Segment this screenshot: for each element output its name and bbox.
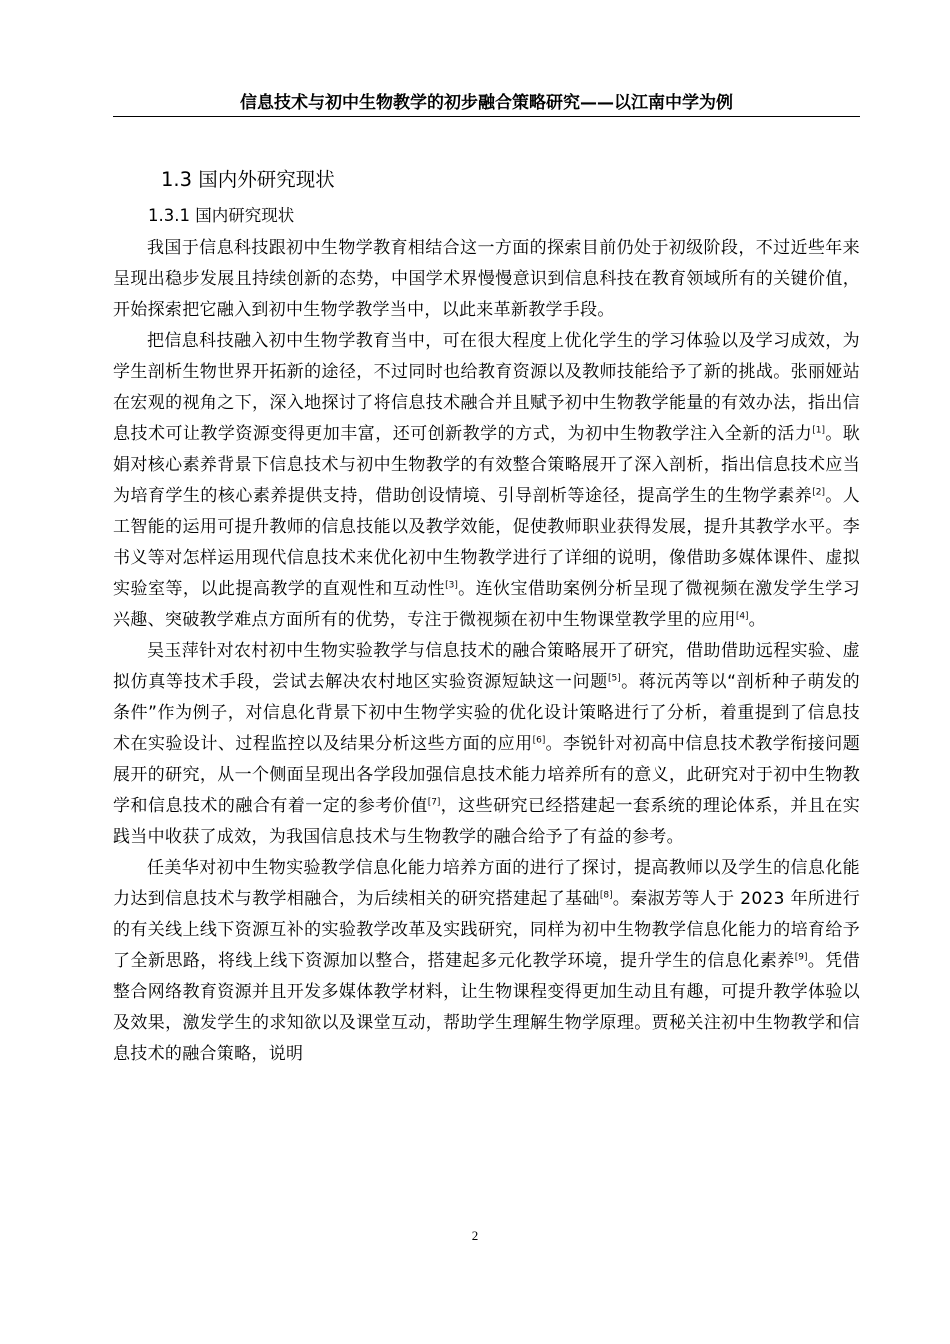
citation-ref: [3]: [445, 580, 458, 591]
section-heading: [161, 167, 335, 193]
citation-ref: [2]: [812, 487, 826, 498]
citation-ref: [8]: [599, 890, 613, 901]
paragraph-text: 。李锐针对初高中信息技术教学衔接问题展开的研究，从一个侧面呈现出各学段加强信息技术能力培养所有的意义，此研究对于初中生物教学和信息技术的融合有着一定的参考价值: [113, 734, 861, 816]
body-paragraph: [113, 636, 860, 853]
body-paragraph: [113, 326, 860, 636]
subsection-title: 国内研究现状: [195, 206, 295, 225]
paragraph-text: 。凭借整合网络教育资源并且开发多媒体教学材料，让生物课程变得更加生动且有趣，可提升教学体验以及效果，激发学生的求知欲以及课堂互动，帮助学生理解生物学原理。贾秘关注初中生物教学和信息技术的融合策略，说明: [113, 951, 860, 1064]
paragraph-text: ，这些研究已经搭建起一套系统的理论体系，并且在实践当中收获了成效，为我国信息技术与生物教学的融合给予了有益的参考。: [113, 796, 861, 847]
citation-ref: [1]: [812, 425, 826, 436]
body-text: [113, 233, 860, 1070]
paragraph-text: 。蒋沅芮等以“剖析种子萌发的条件”作为例子，对信息化背景下初中生物学实验的优化设计策略进行了分析，着重提到了信息技术在实验设计、过程监控以及结果分析这些方面的应用: [113, 672, 860, 754]
header-divider: [113, 116, 860, 117]
paragraph-text: 把信息科技融入初中生物学教育当中，可在很大程度上优化学生的学习体验以及学习成效，为学生剖析生物世界开拓新的途径，不过同时也给教育资源以及教师技能给予了新的挑战。张丽娅站在宏观的视角之下，深入地探讨了将信息技术融合并且赋予初中生物教学能量的有效办法，指出信息技术可让教学资源变得更加丰富，还可创新教学的方式，为初中生物教学注入全新的活力: [113, 331, 860, 444]
paragraph-text: 任美华对初中生物实验教学信息化能力培养方面的进行了探讨，提高教师以及学生的信息化能力达到信息技术与教学相融合，为后续相关的研究搭建起了基础: [113, 858, 860, 909]
citation-ref: [4]: [735, 611, 749, 622]
paragraph-text: 吴玉萍针对农村初中生物实验教学与信息技术的融合策略展开了研究，借助借助远程实验、虚拟仿真等技术手段，尝试去解决农村地区实验资源短缺这一问题: [113, 641, 860, 692]
paragraph-text: 。连伙宝借助案例分析呈现了微视频在激发学生学习兴趣、突破教学难点方面所有的优势，专注于微视频在初中生物课堂教学里的应用: [113, 579, 860, 630]
paragraph-text: 。秦淑芳等人于 2023 年所进行的有关线上线下资源互补的实验教学改革及实践研究，同样为初中生物教学信息化能力的培育给予了全新思路，将线上线下资源加以整合，搭建起多元化教学环境，提升学生的信息化素养: [113, 889, 860, 971]
subsection-heading: [148, 205, 294, 227]
paragraph-text: 我国于信息科技跟初中生物学教育相结合这一方面的探索目前仍处于初级阶段，不过近些年来呈现出稳步发展且持续创新的态势，中国学术界慢慢意识到信息科技在教育领域所有的关键价值，开始探索把它融入到初中生物学教学当中，以此来革新教学手段。: [113, 238, 860, 320]
subsection-number: 1.3.1: [148, 206, 190, 225]
citation-ref: [6]: [532, 735, 546, 746]
paragraph-text: 。耿娟对核心素养背景下信息技术与初中生物教学的有效整合策略展开了深入剖析，指出信息技术应当为培育学生的核心素养提供支持，借助创设情境、引导剖析等途径，提高学生的生物学素养: [113, 424, 860, 506]
citation-ref: [7]: [427, 797, 441, 808]
paragraph-text: 。人工智能的运用可提升教师的信息技能以及教学效能，促使教师职业获得发展，提升其教学水平。李书义等对怎样运用现代信息技术来优化初中生物教学进行了详细的说明，像借助多媒体课件、虚拟实验室等，以此提高教学的直观性和互动性: [113, 486, 860, 599]
body-paragraph: [113, 853, 860, 1070]
page-number: 2: [471, 1228, 479, 1243]
section-title: 国内外研究现状: [198, 168, 335, 191]
paragraph-text: 。: [748, 610, 766, 630]
body-paragraph: [113, 233, 860, 326]
citation-ref: [5]: [607, 673, 621, 684]
citation-ref: [9]: [794, 952, 808, 963]
running-header-title: 信息技术与初中生物教学的初步融合策略研究——以江南中学为例: [240, 93, 733, 113]
section-number: 1.3: [161, 168, 193, 191]
